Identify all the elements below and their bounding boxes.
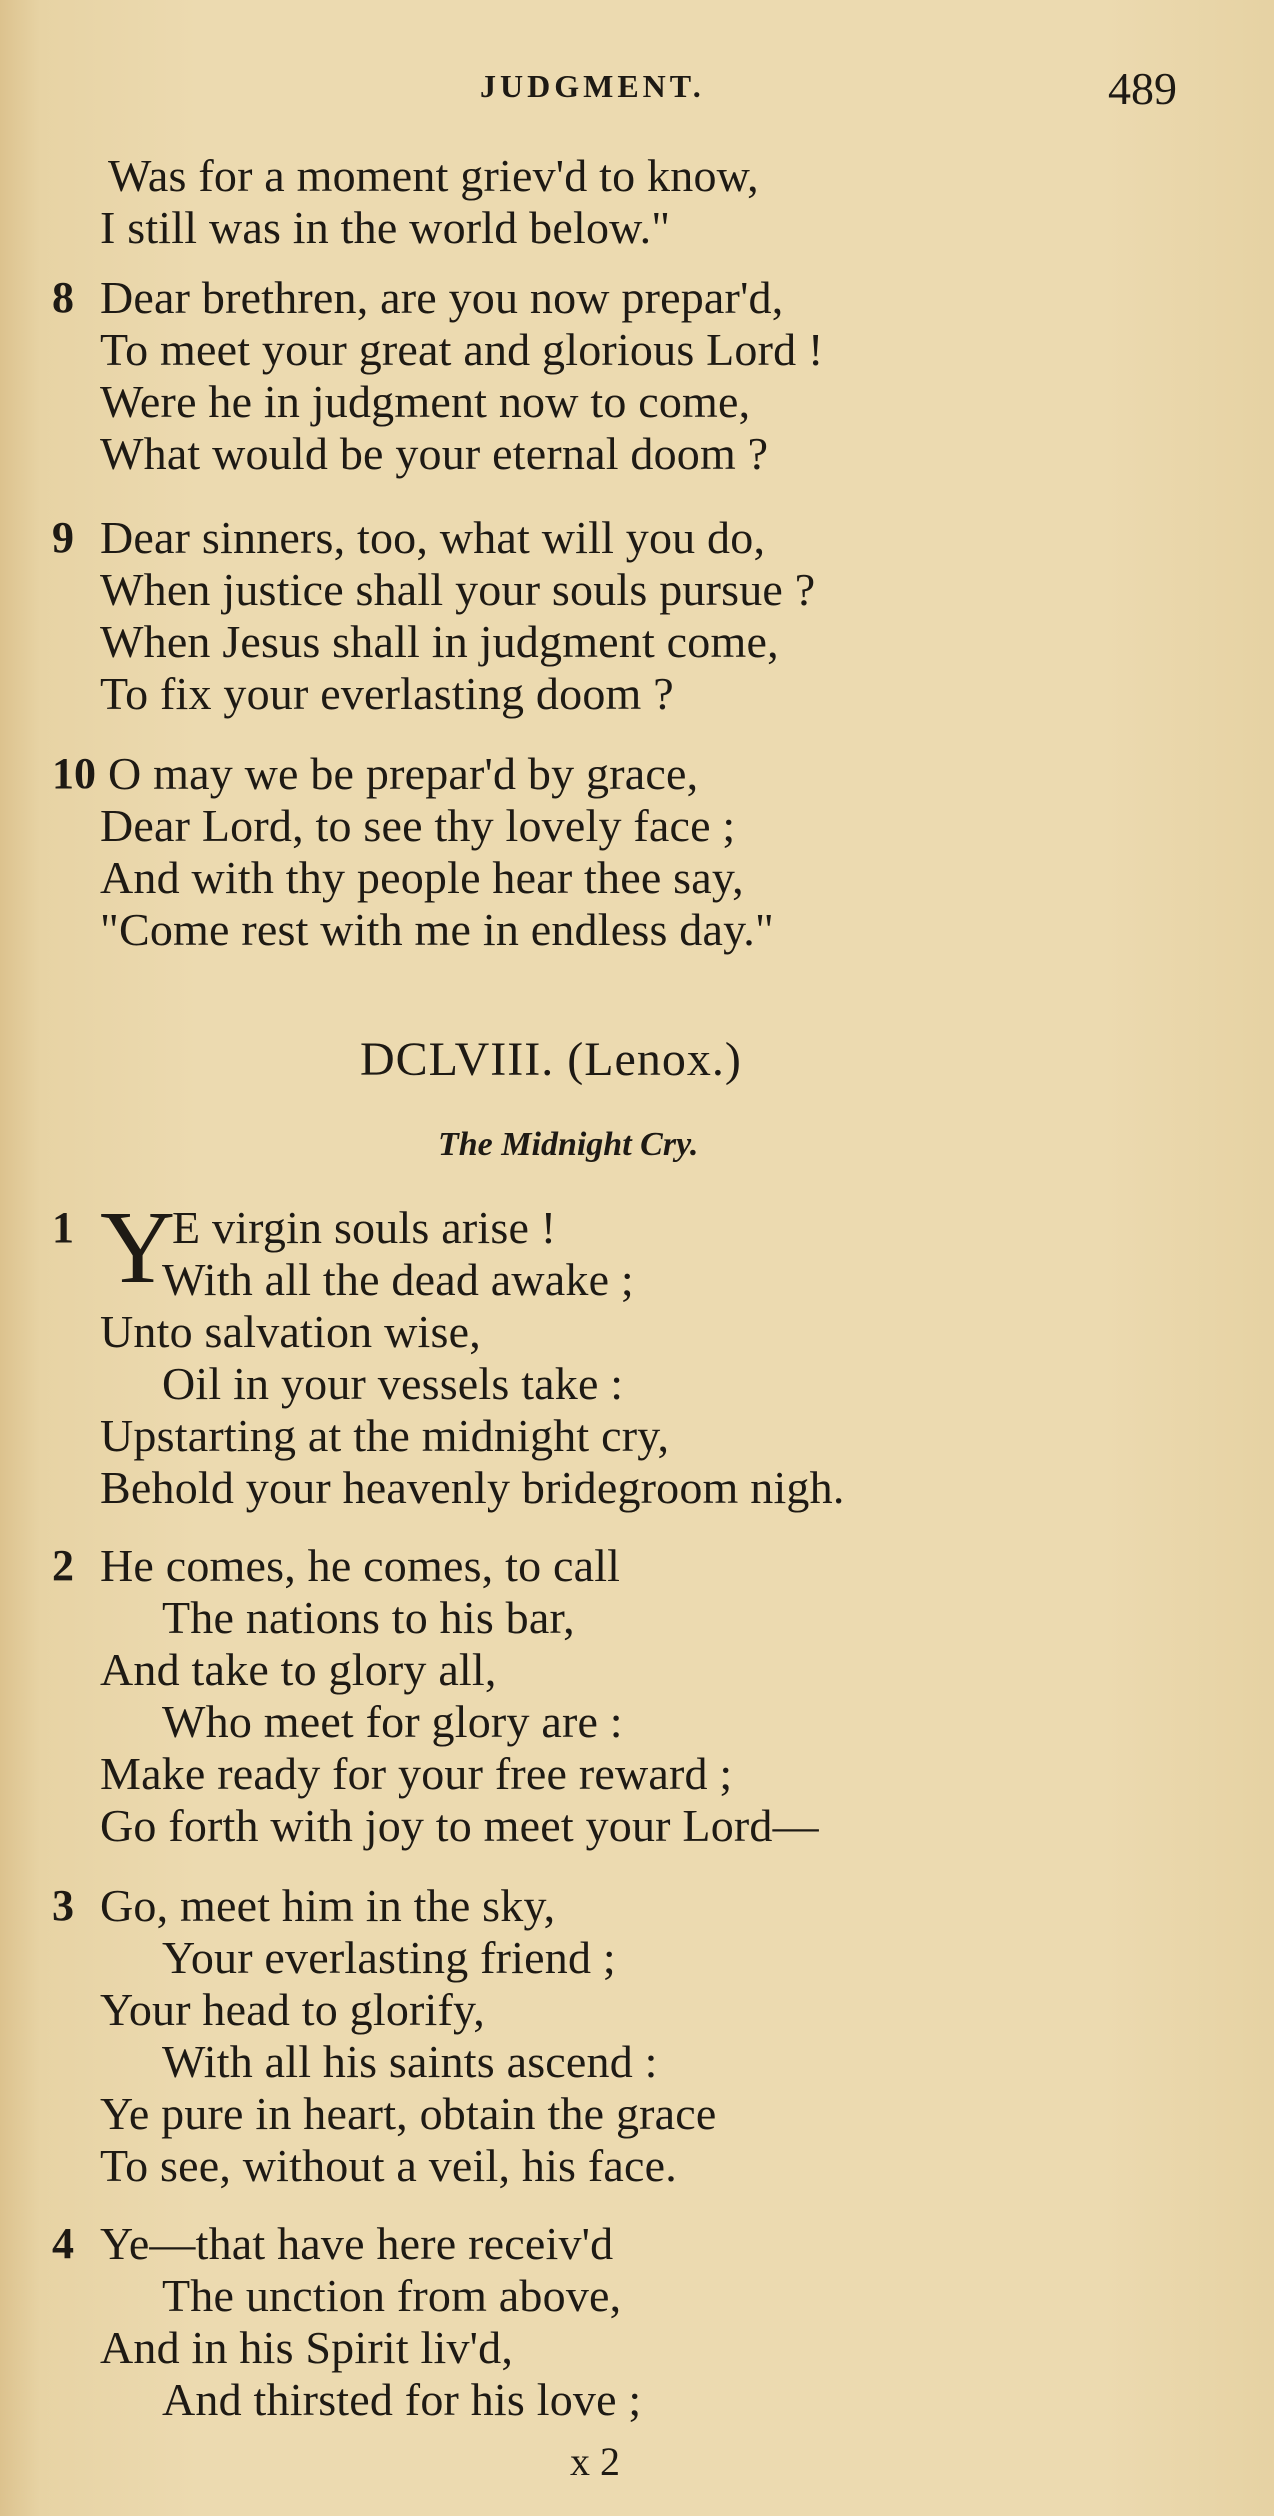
verse-line: Your everlasting friend ; [162,1932,616,1983]
verse-number: 1 [52,1203,74,1252]
verse-line: And thirsted for his love ; [162,2374,642,2425]
page-number: 489 [1108,63,1177,114]
verse-line: Your head to glorify, [100,1984,485,2035]
verse-line: When justice shall your souls pursue ? [100,564,816,615]
verse-line: Unto salvation wise, [100,1306,481,1357]
signature-mark: x 2 [570,2439,620,2484]
verse-line: Go forth with joy to meet your Lord— [100,1800,819,1851]
verse-line: Ye pure in heart, obtain the grace [100,2088,717,2139]
verse-number: 8 [52,273,74,322]
verse-line: The unction from above, [162,2270,622,2321]
verse-line: Upstarting at the midnight cry, [100,1410,670,1461]
verse-line: The nations to his bar, [162,1592,575,1643]
verse-line: Dear brethren, are you now prepar'd, [100,272,784,323]
verse-line: To see, without a veil, his face. [100,2140,677,2191]
drop-cap: Y [100,1190,176,1305]
continuation-line: I still was in the world below." [100,202,671,253]
verse-line: Go, meet him in the sky, [100,1880,556,1931]
verse-line: Dear Lord, to see thy lovely face ; [100,800,736,851]
continuation-line: Was for a moment griev'd to know, [108,150,759,201]
verse-line: And in his Spirit liv'd, [100,2322,514,2373]
verse-line: O may we be prepar'd by grace, [108,748,699,799]
verse-line: E virgin souls arise ! [172,1202,557,1253]
verse-line: He comes, he comes, to call [100,1540,621,1591]
verse-number: 3 [52,1881,74,1930]
verse-number: 9 [52,513,74,562]
verse-number: 4 [52,2219,74,2268]
verse-line: To meet your great and glorious Lord ! [100,324,824,375]
verse-line: Dear sinners, too, what will you do, [100,512,766,563]
verse-line: When Jesus shall in judgment come, [100,616,779,667]
verse-line: Who meet for glory are : [162,1696,623,1747]
hymn-title: DCLVIII. (Lenox.) [360,1033,742,1086]
verse-line: Make ready for your free reward ; [100,1748,733,1799]
verse-line: Were he in judgment now to come, [100,376,751,427]
hymn-subtitle: The Midnight Cry. [438,1126,699,1163]
verse-line: With all the dead awake ; [162,1254,634,1305]
running-title: JUDGMENT. [480,68,705,104]
verse-line: Oil in your vessels take : [162,1358,624,1409]
verse-line: What would be your eternal doom ? [100,428,769,479]
verse-line: "Come rest with me in endless day." [100,904,774,955]
verse-line: Behold your heavenly bridegroom nigh. [100,1462,845,1513]
verse-line: With all his saints ascend : [162,2036,658,2087]
verse-line: Ye—that have here receiv'd [100,2218,614,2269]
verse-line: And take to glory all, [100,1644,497,1695]
verse-number: 2 [52,1541,74,1590]
verse-line: To fix your everlasting doom ? [100,668,674,719]
verse-number: 10 [52,749,96,798]
verse-line: And with thy people hear thee say, [100,852,744,903]
